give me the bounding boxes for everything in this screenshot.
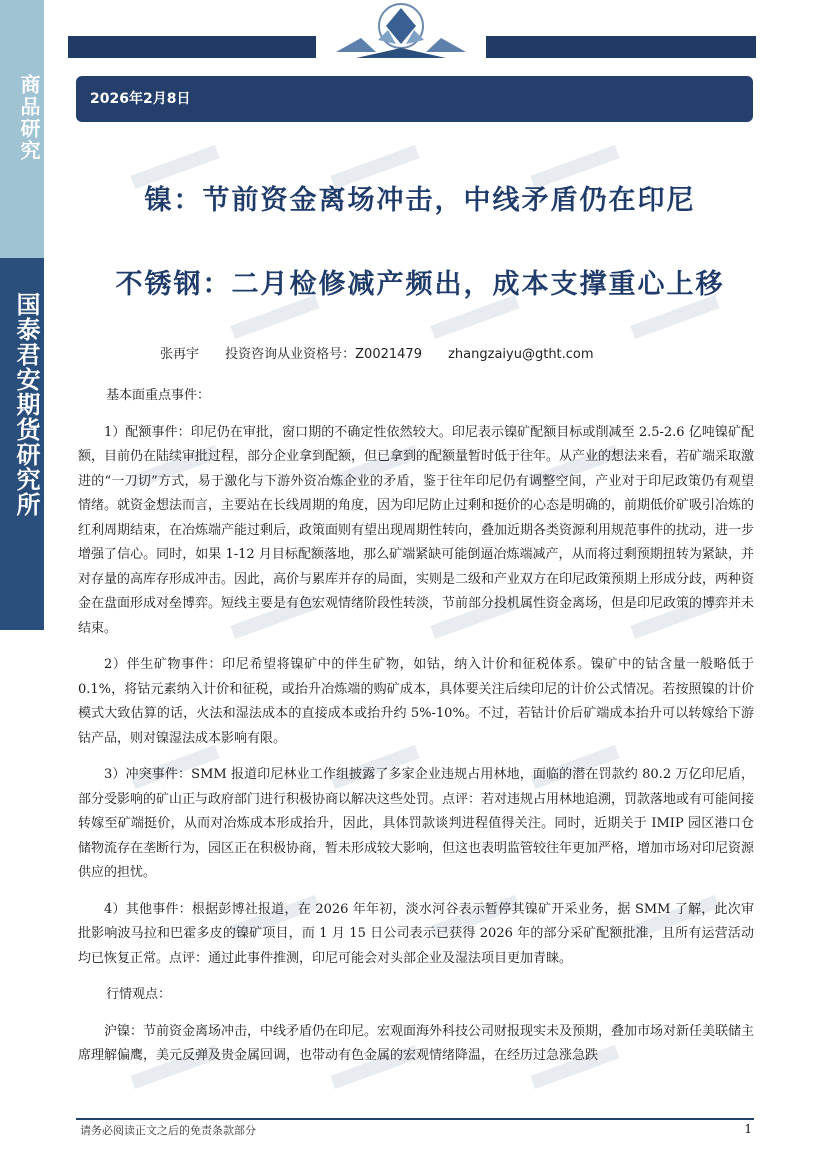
author-line [160, 343, 616, 362]
footer-rule [76, 1118, 754, 1120]
sidebar-section-label: 商品研究 [17, 74, 41, 162]
paragraph-byproduct-event: 2）伴生矿物事件：印尼希望将镍矿中的伴生矿物，如钴，纳入计价和征税体系。镍矿中的钴含量一般略低于 0.1%，将钴元素纳入计价和征税，或抬升冶炼端的购矿成本，具体要关注后续印尼的计价公式情况。若按照镍的计价模式大致估算的话，火法和湿法成本的直接成本或抬升约 5%-10%。不过，若钴计价后矿端成本抬升可以转嫁给下游钴产品，则对镍湿法成本影响有限。 [78, 657, 754, 746]
footer-disclaimer: 请务必阅读正文之后的免责条款部分 [80, 1124, 256, 1137]
paragraph-conflict-event: 3）冲突事件：SMM 报道印尼林业工作组披露了多家企业违规占用林地，面临的潜在罚款约 80.2 万亿印尼盾，部分受影响的矿山正与政府部门进行积极协商以解决这些处罚。点评：若对违规占用林地追溯，罚款落地或有可能间接转嫁至矿端挺价，从而对冶炼成本形成抬升，因此，具体罚款谈判进程值得关注。同时，近期关于 IMIP 园区港口仓储物流存在垄断行为，园区正在积极协商，暂未形成较大影响，但这也表明监管较往年更加严格，增加市场对印尼资源供应的担忧。 [78, 767, 755, 880]
sub-title: 不锈钢：二月检修减产频出，成本支撑重心上移 [115, 269, 725, 300]
author-license: 投资咨询从业资格号：Z0021479 [225, 347, 422, 362]
section-heading-fundamentals: 基本面重点事件： [106, 388, 211, 403]
author-email[interactable]: zhangzaiyu@gtht.com [448, 347, 594, 362]
author-name: 张再宇 [160, 347, 200, 362]
main-title: 镍：节前资金离场冲击，中线矛盾仍在印尼 [144, 185, 696, 216]
sidebar-org-label: 国泰君安期货研究所 [12, 292, 40, 517]
paragraph-shanghai-nickel: 沪镍：节前资金离场冲击，中线矛盾仍在印尼。宏观面海外科技公司财报现实未及预期，叠加市场对新任美联储主席理解偏鹰，美元反弹及贵金属回调，也带动有色金属的宏观情绪降温，在经历过急涨急跌 [78, 1023, 755, 1063]
paragraph-other-event: 4）其他事件：根据彭博社报道，在 2026 年年初，淡水河谷表示暂停其镍矿开采业务，据 SMM 了解，此次审批影响波马拉和巴霍多皮的镍矿项目，而 1 月 15 日公司表示已获得 2026 年的部分采矿配额批准，且所有运营活动均已恢复正常。点评：通过此事件推测，印尼可能会对头部企业及湿法项目更加青睐。 [78, 901, 754, 966]
paragraph-quota-event: 1）配额事件：印尼仍在审批，窗口期的不确定性依然较大。印尼表示镍矿配额目标或削减至 2.5-2.6 亿吨镍矿配额，目前仍在陆续审批过程，部分企业拿到配额，但已拿到的配额量暂时低于往年。从产业的想法来看，若矿端采取激进的“一刀切”方式，易于激化与下游外资冶炼企业的矛盾，鉴于往年印尼仍有调整空间，产业对于印尼政策仍有观望情绪。就资金想法而言，主要站在长线周期的角度，因为印尼防止过剩和挺价的心态是明确的，前期低价矿吸引冶炼的红利周期结束，在冶炼端产能过剩后，政策面则有望出现周期性转向，叠加近期各类资源利用规范事件的扰动，进一步增强了信心。同时，如果 1-12 月目标配额落地，那么矿端紧缺可能倒逼冶炼端减产，从而将过剩预期扭转为紧缺，并对存量的高库存形成冲击。因此，高价与累库并存的局面，实则是二级和产业双方在印尼政策预期上形成分歧，两种资金在盘面形成对垒博弈。短线主要是有色宏观情绪阶段性转淡，节前部分投机属性资金离场，但是印尼政策的博弈并未结束。 [78, 424, 755, 636]
company-logo-icon [316, 0, 486, 64]
report-body [78, 384, 754, 1081]
section-heading-market-view: 行情观点： [106, 987, 172, 1002]
page-number: 1 [744, 1122, 752, 1136]
report-date-bar: 2026年2月8日 [76, 76, 753, 122]
